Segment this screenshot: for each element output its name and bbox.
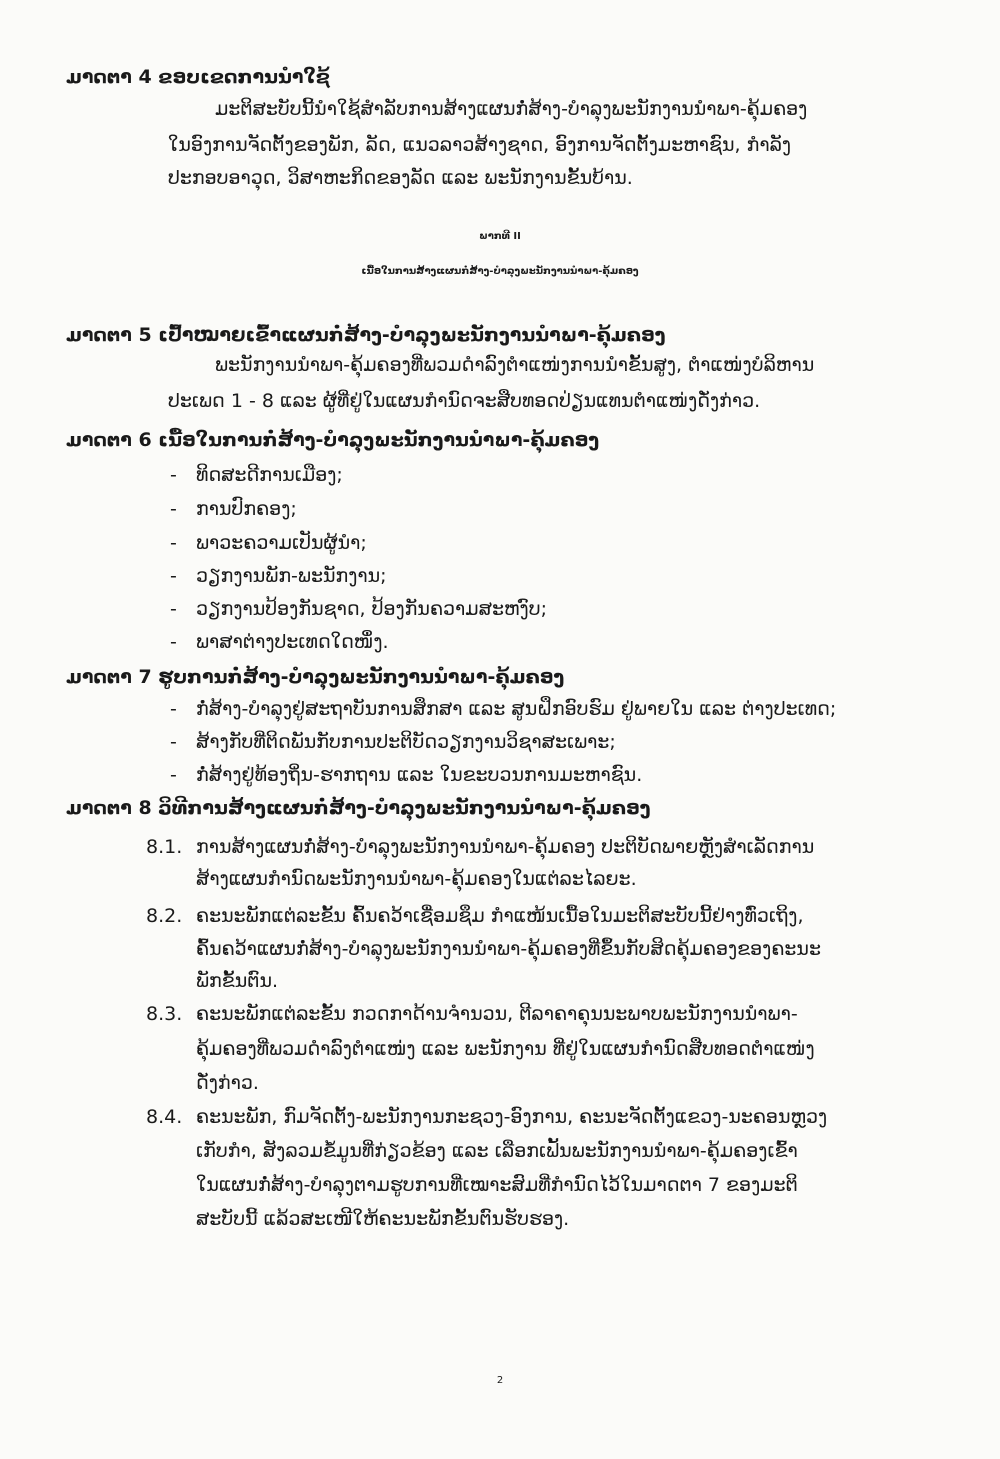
article-6-item: - ພາສາຕ່າງປະເທດໃດໜຶ່ງ. [170,631,389,653]
part-label: ພາກທີ II [479,231,521,242]
article-5-title: ມາດຕາ 5 ເປົ້າໝາຍເຂົ້າແຜນກໍ່ສ້າງ-ບຳລຸງພະນັກງານນຳພາ-ຄຸ້ມຄອງ [66,324,666,346]
article-7-item: - ສ້າງກັບທີ່ຕິດພັນກັບການປະຕິບັດວຽກງານວິຊາສະເພາະ; [170,731,616,753]
article-7-title: ມາດຕາ 7 ຮູບການກໍ່ສ້າງ-ບຳລຸງພະນັກງານນຳພາ-ຄຸ້ມຄອງ [66,666,565,688]
article-5-line-1: ພະນັກງານນຳພາ-ຄຸ້ມຄອງທີ່ພວມດຳລົງຕຳແໜ່ງການນຳຂັ້ນສູງ, ຕຳແໜ່ງບໍລິຫານ [215,354,815,376]
article-8-sub-8-3: 8.3. ຄະນະພັກແຕ່ລະຂັ້ນ ກວດກາດ້ານຈຳນວນ, ຕີລາຄາຄຸນນະພາບພະນັກງານນຳພາ- [146,1003,798,1025]
article-8-sub-8-4-line-3: ໃນແຜນກໍ່ສ້າງ-ບຳລຸງຕາມຮູບການທີ່ເໝາະສົມທີ່ກຳນົດໄວ້ໃນມາດຕາ 7 ຂອງມະຕິ [196,1174,798,1196]
article-6-item: - ທິດສະດີການເມືອງ; [170,464,343,486]
article-6-item: - ພາວະຄວາມເປັນຜູ້ນຳ; [170,532,367,554]
article-4-line-1: ມະຕິສະບັບນີ້ນຳໃຊ້ສຳລັບການສ້າງແຜນກໍ່ສ້າງ-ບຳລຸງພະນັກງານນຳພາ-ຄຸ້ມຄອງ [215,98,808,120]
page-number: 2 [496,1375,504,1386]
article-6-item: - ວຽກງານປ້ອງກັນຊາດ, ປ້ອງກັນຄວາມສະຫງົບ; [170,598,547,620]
article-8-sub-8-3-line-2: ຄຸ້ມຄອງທີ່ພວມດຳລົງຕຳແໜ່ງ ແລະ ພະນັກງານ ທີ່ຢູ່ໃນແຜນກຳນົດສືບທອດຕຳແໜ່ງ [196,1038,815,1060]
article-8-sub-8-1: 8.1. ການສ້າງແຜນກໍ່ສ້າງ-ບຳລຸງພະນັກງານນຳພາ-ຄຸ້ມຄອງ ປະຕິບັດພາຍຫຼັງສຳເລັດການ [146,836,815,858]
article-8-sub-8-2-line-3: ພັກຂັ້ນຕົນ. [196,970,279,992]
article-7-item: - ກໍ່ສ້າງ-ບຳລຸງຢູ່ສະຖາບັນການສຶກສາ ແລະ ສູນຝຶກອົບຮົມ ຢູ່ພາຍໃນ ແລະ ຕ່າງປະເທດ; [170,698,837,720]
article-8-title: ມາດຕາ 8 ວິທີການສ້າງແຜນກໍ່ສ້າງ-ບຳລຸງພະນັກງານນຳພາ-ຄຸ້ມຄອງ [66,797,651,819]
article-8-sub-8-4-line-2: ເກັບກຳ, ສັງລວມຂໍ້ມູນທີ່ກ່ຽວຂ້ອງ ແລະ ເລືອກເຟັ້ນພະນັກງານນຳພາ-ຄຸ້ມຄອງເຂົ້າ [196,1140,798,1162]
part-title: ເນື້ອໃນການສ້າງແຜນກໍ່ສ້າງ-ບຳລຸງພະນັກງານນຳພາ-ຄຸ້ມຄອງ [361,266,639,277]
article-8-sub-8-2-line-2: ຄົ້ນຄວ້າແຜນກໍ່ສ້າງ-ບຳລຸງພະນັກງານນຳພາ-ຄຸ້ມຄອງທີ່ຂຶ້ນກັບສິດຄຸ້ມຄອງຂອງຄະນະ [196,938,821,960]
article-8-sub-8-3-line-3: ດັ່ງກ່າວ. [196,1072,259,1094]
article-8-sub-8-4: 8.4. ຄະນະພັກ, ກົມຈັດຕັ້ງ-ພະນັກງານກະຊວງ-ອົງການ, ຄະນະຈັດຕັ້ງແຂວງ-ນະຄອນຫຼວງ [146,1106,828,1128]
article-7-item: - ກໍ່ສ້າງຢູ່ທ້ອງຖິ່ນ-ຮາກຖານ ແລະ ໃນຂະບວນການມະຫາຊົນ. [170,764,643,786]
article-6-title: ມາດຕາ 6 ເນື້ອໃນການກໍ່ສ້າງ-ບຳລຸງພະນັກງານນຳພາ-ຄຸ້ມຄອງ [66,429,600,451]
article-4-title: ມາດຕາ 4 ຂອບເຂດການນຳໃຊ້ [66,66,330,88]
article-6-item: - ການປົກຄອງ; [170,498,297,520]
article-4-line-3: ປະກອບອາວຸດ, ວິສາຫະກິດຂອງລັດ ແລະ ພະນັກງານຂັ້ນບ້ານ. [168,167,633,189]
article-6-item: - ວຽກງານພັກ-ພະນັກງານ; [170,565,387,587]
article-8-sub-8-2: 8.2. ຄະນະພັກແຕ່ລະຂັ້ນ ຄົ້ນຄວ້າເຊື່ອມຊຶມ ກຳແໜ້ນເນື້ອໃນມະຕິສະບັບນີ້ຢ່າງທົ່ວເຖິງ, [146,905,804,927]
article-4-line-2: ໃນອົງການຈັດຕັ້ງຂອງພັກ, ລັດ, ແນວລາວສ້າງຊາດ, ອົງການຈັດຕັ້ງມະຫາຊົນ, ກຳລັງ [168,134,792,156]
article-8-sub-8-1-line-2: ສ້າງແຜນກຳນົດພະນັກງານນຳພາ-ຄຸ້ມຄອງໃນແຕ່ລະໄລຍະ. [196,868,637,890]
article-5-line-2: ປະເພດ 1 - 8 ແລະ ຜູ້ທີ່ຢູ່ໃນແຜນກຳນົດຈະສືບທອດປ່ຽນແທນຕຳແໜ່ງດັ່ງກ່າວ. [168,390,761,412]
article-8-sub-8-4-line-4: ສະບັບນີ້ ແລ້ວສະເໜີໃຫ້ຄະນະພັກຂັ້ນຕົນຮັບຮອງ. [196,1208,570,1230]
